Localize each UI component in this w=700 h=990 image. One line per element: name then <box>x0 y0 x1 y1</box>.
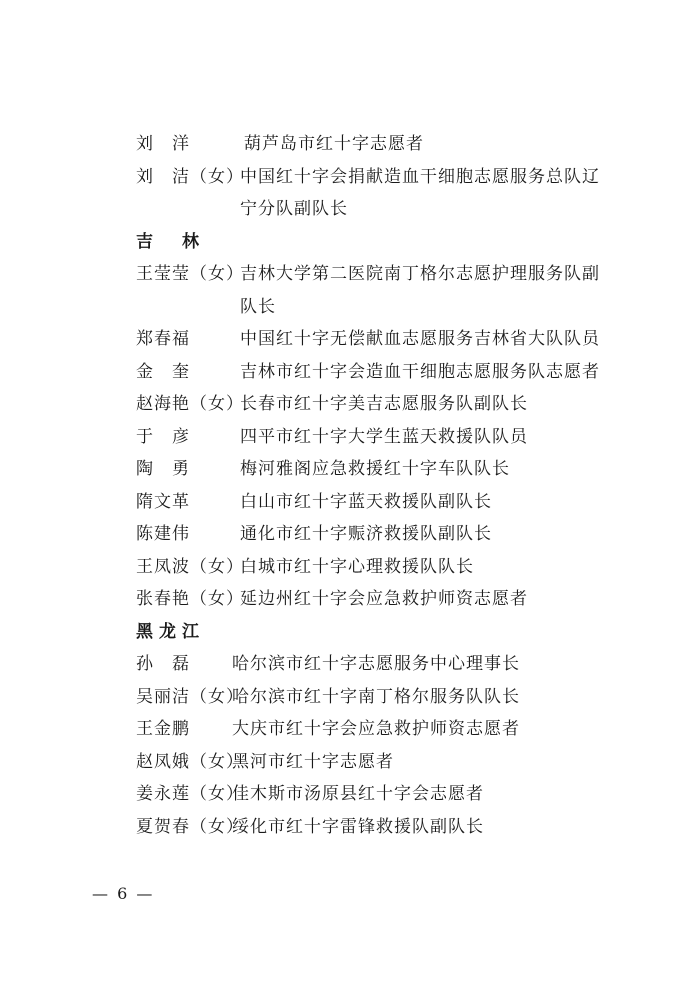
person-name: 王凤波（女） <box>136 556 244 577</box>
person-description: 长春市红十字美吉志愿服务队副队长 <box>240 394 528 414</box>
person-description: 哈尔滨市红十字南丁格尔服务队队长 <box>232 686 520 707</box>
person-entry <box>136 128 636 161</box>
person-description: 佳木斯市汤原县红十字会志愿者 <box>232 784 484 804</box>
person-entry <box>136 551 636 584</box>
person-name: 金 奎 <box>136 361 190 382</box>
person-entry <box>136 681 636 714</box>
person-description: 梅河雅阁应急救援红十字车队队长 <box>240 459 510 479</box>
person-entry <box>136 778 636 811</box>
person-name: 孙 磊 <box>136 654 190 674</box>
person-name: 陈建伟 <box>136 524 190 544</box>
name-list <box>136 128 636 843</box>
person-name: 于 彦 <box>136 426 190 447</box>
person-entry <box>136 453 636 486</box>
person-description: 中国红十字无偿献血志愿服务吉林省大队队员 <box>240 329 600 349</box>
person-description: 大庆市红十字会应急救护师资志愿者 <box>232 719 520 739</box>
person-name: 郑春福 <box>136 329 190 349</box>
person-description: 白城市红十字心理救援队队长 <box>240 556 474 577</box>
description-continuation <box>136 291 636 324</box>
person-name: 夏贺春（女） <box>136 816 244 837</box>
person-entry <box>136 648 636 681</box>
person-description: 通化市红十字赈济救援队副队长 <box>240 524 492 544</box>
person-name: 赵凤娥（女） <box>136 751 244 772</box>
person-description: 黑河市红十字志愿者 <box>232 751 394 772</box>
person-entry <box>136 421 636 454</box>
person-name: 姜永莲（女） <box>136 784 244 804</box>
person-description: 哈尔滨市红十字志愿服务中心理事长 <box>232 654 520 674</box>
person-description: 白山市红十字蓝天救援队副队长 <box>240 491 492 512</box>
person-name: 隋文革 <box>136 491 190 512</box>
person-entry <box>136 583 636 616</box>
person-entry <box>136 811 636 844</box>
person-description: 吉林大学第二医院南丁格尔志愿护理服务队副 <box>240 264 600 284</box>
person-description: 中国红十字会捐献造血干细胞志愿服务总队辽 <box>240 166 600 187</box>
person-entry <box>136 713 636 746</box>
person-description: 葫芦岛市红十字志愿者 <box>244 134 424 154</box>
person-name: 张春艳（女） <box>136 589 244 609</box>
person-entry <box>136 518 636 551</box>
person-name: 陶 勇 <box>136 459 190 479</box>
description-continuation <box>136 193 636 226</box>
person-description: 绥化市红十字雷锋救援队副队长 <box>232 816 484 837</box>
person-description: 延边州红十字会应急救护师资志愿者 <box>240 589 528 609</box>
section-heading: 吉 林 <box>136 231 205 252</box>
person-name: 赵海艳（女） <box>136 394 244 414</box>
person-name: 吴丽洁（女） <box>136 686 244 707</box>
person-name: 刘 洋 <box>136 134 190 154</box>
person-entry <box>136 356 636 389</box>
description-continuation-text: 队长 <box>240 296 276 317</box>
person-description: 四平市红十字大学生蓝天救援队队员 <box>240 426 528 447</box>
section-heading: 黑龙江 <box>136 621 205 642</box>
person-name: 王金鹏 <box>136 719 190 739</box>
person-entry <box>136 486 636 519</box>
person-name: 刘 洁（女） <box>136 166 244 187</box>
person-entry <box>136 161 636 194</box>
page-number: — 6 — <box>92 884 155 903</box>
person-entry <box>136 746 636 779</box>
person-entry <box>136 388 636 421</box>
person-name: 王莹莹（女） <box>136 264 244 284</box>
person-description: 吉林市红十字会造血干细胞志愿服务队志愿者 <box>240 361 600 382</box>
description-continuation-text: 宁分队副队长 <box>240 199 348 219</box>
person-entry <box>136 258 636 291</box>
person-entry <box>136 323 636 356</box>
